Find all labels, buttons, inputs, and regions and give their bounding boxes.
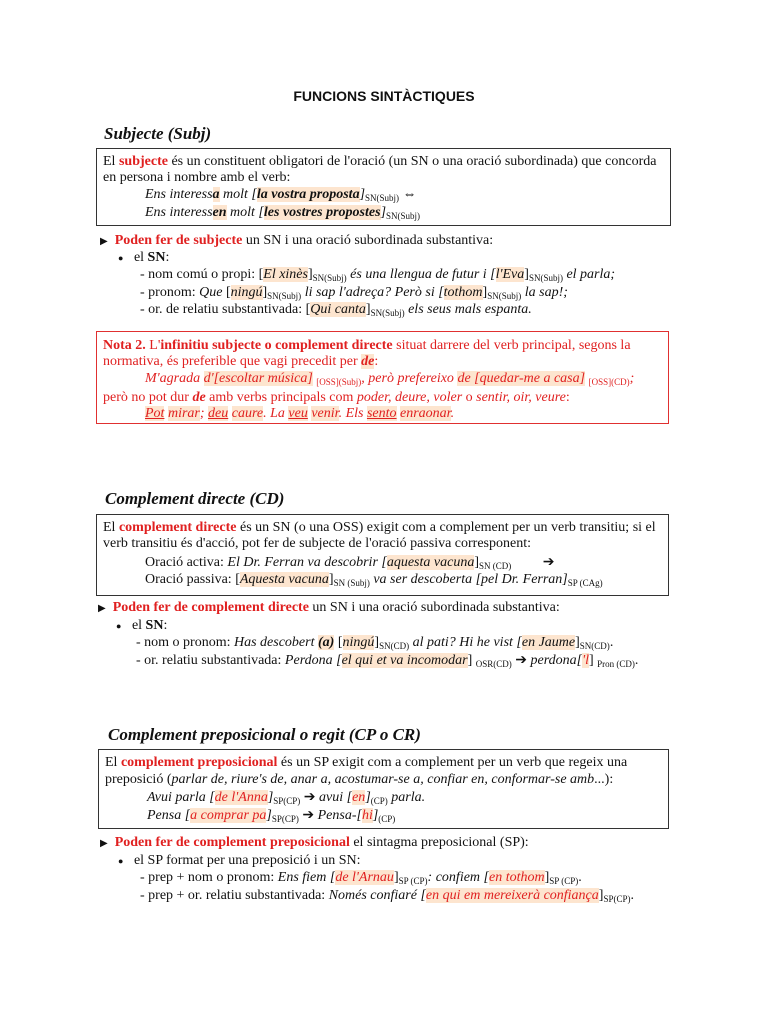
arrow-right-icon: ➔ <box>302 808 315 823</box>
section-heading-cp: Complement preposicional o regit (CP o CR) <box>108 725 421 744</box>
arrow-right-icon: ➔ <box>542 555 555 570</box>
definition-line: El complement preposicional és un SP exigit com a complement per un verb que regeix una <box>105 755 628 770</box>
can-function-line: ▶ Poden fer de complement directe un SN i una oració subordinada substantiva: <box>98 600 560 615</box>
list-item: - nom o pronom: Has descobert (a) $[ningú]_{SN(CD)}$ al pati? Hi he vist [en $Jaume]_{SN(CD)}$. <box>136 635 614 651</box>
example-line: Ens interessen molt [les vostres $propostes]_{SN(Subj)}$ <box>145 205 421 221</box>
list-item: - nom comú o propi: [El $xinès]_{SN(Subj)}$ és una llengua de futur i $[l'Eva]_{SN(Subj)}$ el parla; <box>140 267 616 283</box>
list-item: - pronom: Que $[ningú]_{SN(Subj)}$ li sap l'adreça? Però si $[tothom]_{SN(Subj)}$ la sap!; <box>140 285 568 301</box>
definition-line: verb transitiu és d'acció, pot fer de subjecte de l'oració passiva corresponent: <box>103 536 531 551</box>
list-item: ● el SP format per una preposició i un SN: <box>118 853 361 868</box>
section-heading-subjecte: Subjecte (Subj) <box>104 124 212 143</box>
definition-box-cd <box>96 514 669 596</box>
example-line: Pot mirar; deu caure. La veu venir. Els sento enraonar. <box>145 406 455 421</box>
note-box <box>96 331 669 424</box>
example-line: Oració passiva: [Aquesta $vacuna]_{SN (Subj)}$ va ser descoberta [pel Dr. $Ferran]_{SP (CAg)}$ <box>145 572 603 588</box>
list-item: ● el SN: <box>118 250 170 265</box>
bullet-icon: ● <box>118 856 124 866</box>
can-function-line: ▶ Poden fer de subjecte un SN i una oració subordinada substantiva: <box>100 233 494 248</box>
term-subjecte: subjecte <box>118 154 168 169</box>
definition-line: El subjecte és un constituent obligatori de l'oració (un SN o una oració subordinada) que concorda <box>103 154 657 169</box>
arrow-right-icon: ➔ <box>515 653 527 668</box>
example-line: Ens interessa molt [la vostra $proposta]_{SN(Subj)}$ ⇔ <box>145 187 417 203</box>
triangle-bullet-icon: ▶ <box>100 236 108 247</box>
definition-line: en persona i nombre amb el verb: <box>103 170 291 185</box>
list-item: ● el SN: <box>116 618 168 633</box>
triangle-bullet-icon: ▶ <box>100 838 108 849</box>
note-line: normativa, és preferible que vagi precedit per de: <box>103 354 379 369</box>
definition-box-subjecte <box>96 148 671 226</box>
list-item: - prep + or. relatiu substantivada: Només confiaré [en qui em mereixerà $confiança]_{SP(CP)}$. <box>140 888 634 904</box>
note-line: Nota 2. L'infinitiu subjecte o complement directe situat darrere del verb principal, segons la <box>103 338 631 353</box>
definition-box-cp <box>98 749 669 829</box>
bullet-icon: ● <box>118 253 124 263</box>
example-line: Oració activa: El Dr. Ferran va descobrir [aquesta $vacuna]_{SN (CD)}$ ➔ <box>145 555 555 571</box>
bullet-icon: ● <box>116 621 122 631</box>
example-line: M'agrada d'[escoltar música] $_{[OSS](Subj)}$, però prefereixo de [quedar-me a casa] $_{[OSS](CD)}$; <box>145 371 635 387</box>
triangle-bullet-icon: ▶ <box>98 603 106 614</box>
definition-line: preposició (parlar de, riure's de, anar a, acostumar-se a, confiar en, conformar-se amb...): <box>105 772 614 787</box>
page-title: FUNCIONS SINTÀCTIQUES <box>293 88 475 104</box>
definition-line: El complement directe és un SN (o una OSS) exigit com a complement per un verb transitiu; si el <box>103 520 656 535</box>
list-item: - or. de relatiu substantivada: [Qui $canta]_{SN(Subj)}$ els seus mals espanta. <box>140 302 532 318</box>
example-line: Avui parla [de $l'Anna]_{SP(CP)}$ ➔ avui $[en]_{(CP)}$ parla. <box>147 790 426 806</box>
arrow-right-icon: ➔ <box>303 790 316 805</box>
note-line: però no pot dur de amb verbs principals com poder, deure, voler o sentir, oir, veure: <box>103 390 570 405</box>
list-item: - prep + nom o pronom: Ens fiem [de $l'Arnau]_{SP (CP)}$: confiem [en $tothom]_{SP (CP)}$. <box>140 870 582 886</box>
equivalence-icon: ⇔ <box>402 187 417 202</box>
can-function-line: ▶ Poden fer de complement preposicional el sintagma preposicional (SP): <box>100 835 529 850</box>
example-line: Pensa [a comprar $pa]_{SP(CP)}$ ➔ Pensa-$[hi]_{(CP)}$ <box>147 808 396 824</box>
section-heading-cd: Complement directe (CD) <box>105 489 285 508</box>
list-item: - or. relatiu substantivada: Perdona [el qui et va incomodar] $_{OSR(CD)}$ ➔ perdona['l] $_{Pron (CD)}$. <box>136 653 639 669</box>
